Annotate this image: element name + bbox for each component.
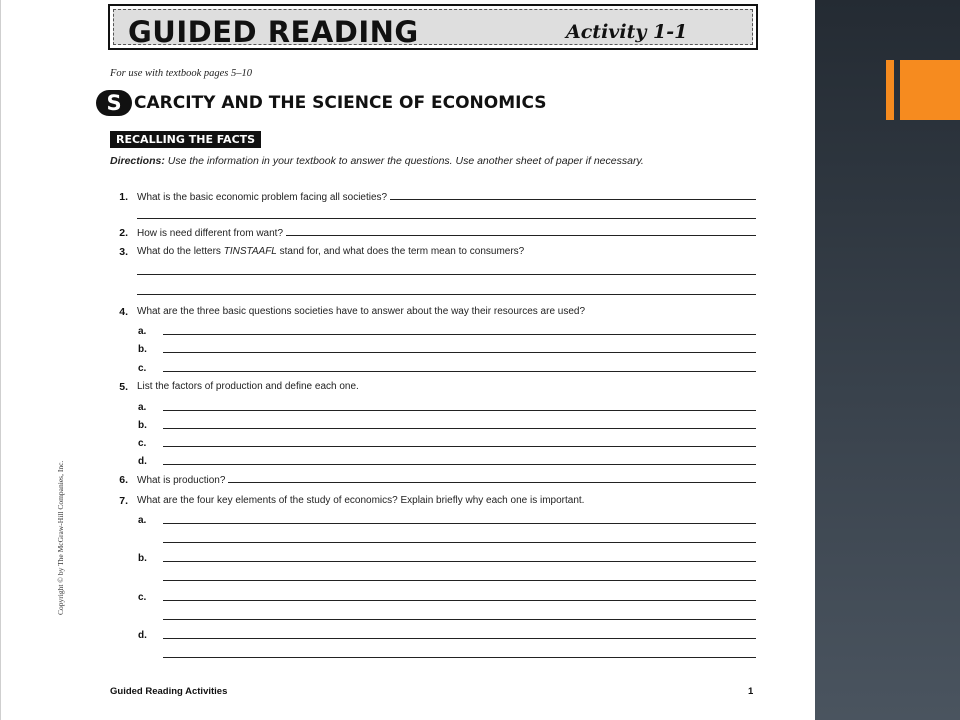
activity-label: Activity 1-1 [566,21,688,43]
answer-line[interactable] [137,218,756,219]
textbook-pages-note: For use with textbook pages 5–10 [110,68,253,79]
copyright-notice: Copyright © by The McGraw-Hill Companies, Inc. [56,460,65,615]
question-number: 6. [119,474,128,486]
accent-square [900,60,960,120]
answer-line[interactable] [163,352,756,353]
question-number: 5. [119,381,128,393]
sub-label: d. [138,456,147,467]
answer-line[interactable] [163,523,756,524]
directions-label: Directions: [110,155,165,167]
question-text [137,246,527,257]
directions-text: Use the information in your textbook to answer the questions. Use another sheet of paper if necessary. [167,155,644,167]
answer-line[interactable] [163,638,756,639]
answer-line[interactable] [163,410,756,411]
sub-label: c. [138,592,147,603]
question-number: 3. [119,246,128,258]
answer-line[interactable] [163,371,756,372]
answer-line[interactable] [163,580,756,581]
answer-line[interactable] [137,482,756,483]
answer-line[interactable] [163,446,756,447]
page-number: 1 [748,686,754,697]
directions [110,155,750,168]
answer-line[interactable] [163,428,756,429]
sub-label: b. [138,420,147,431]
sub-label: b. [138,344,147,355]
answer-line[interactable] [137,274,756,275]
question-text: What are the four key elements of the study of economics? Explain briefly why each one is important. [137,495,587,506]
question-text: What is production? [137,475,228,486]
answer-line[interactable] [163,600,756,601]
question-text: What are the three basic questions societies have to answer about the way their resources are used? [137,306,588,317]
chapter-initial-badge: S [96,90,132,116]
sub-label: c. [138,363,147,374]
sub-label: c. [138,438,147,449]
answer-line[interactable] [163,657,756,658]
question-text-part: What do the letters [137,246,224,257]
answer-line[interactable] [163,619,756,620]
guided-reading-header [108,4,758,50]
answer-line[interactable] [137,294,756,295]
answer-line[interactable] [163,542,756,543]
question-text: What is the basic economic problem facing all societies? [137,192,390,203]
answer-line[interactable] [163,334,756,335]
sub-label: b. [138,553,147,564]
question-number: 1. [119,191,128,203]
question-text: How is need different from want? [137,228,286,239]
accent-bar-thin [886,60,894,120]
answer-line[interactable] [163,561,756,562]
question-number: 2. [119,227,128,239]
question-text-part: stand for, and what does the term mean to consumers? [276,246,525,257]
footer-title: Guided Reading Activities [110,686,228,697]
question-number: 4. [119,306,128,318]
sub-label: a. [138,326,147,337]
sub-label: d. [138,630,147,641]
acronym: TINSTAAFL [223,246,277,257]
question-number: 7. [119,495,128,507]
header-title: GUIDED READING [128,15,419,49]
sub-label: a. [138,402,147,413]
chapter-title: CARCITY AND THE SCIENCE OF ECONOMICS [134,93,547,113]
header-panel [113,9,753,49]
section-heading: RECALLING THE FACTS [110,131,261,148]
sub-label: a. [138,515,147,526]
question-text: List the factors of production and define each one. [137,381,362,392]
answer-line[interactable] [163,464,756,465]
